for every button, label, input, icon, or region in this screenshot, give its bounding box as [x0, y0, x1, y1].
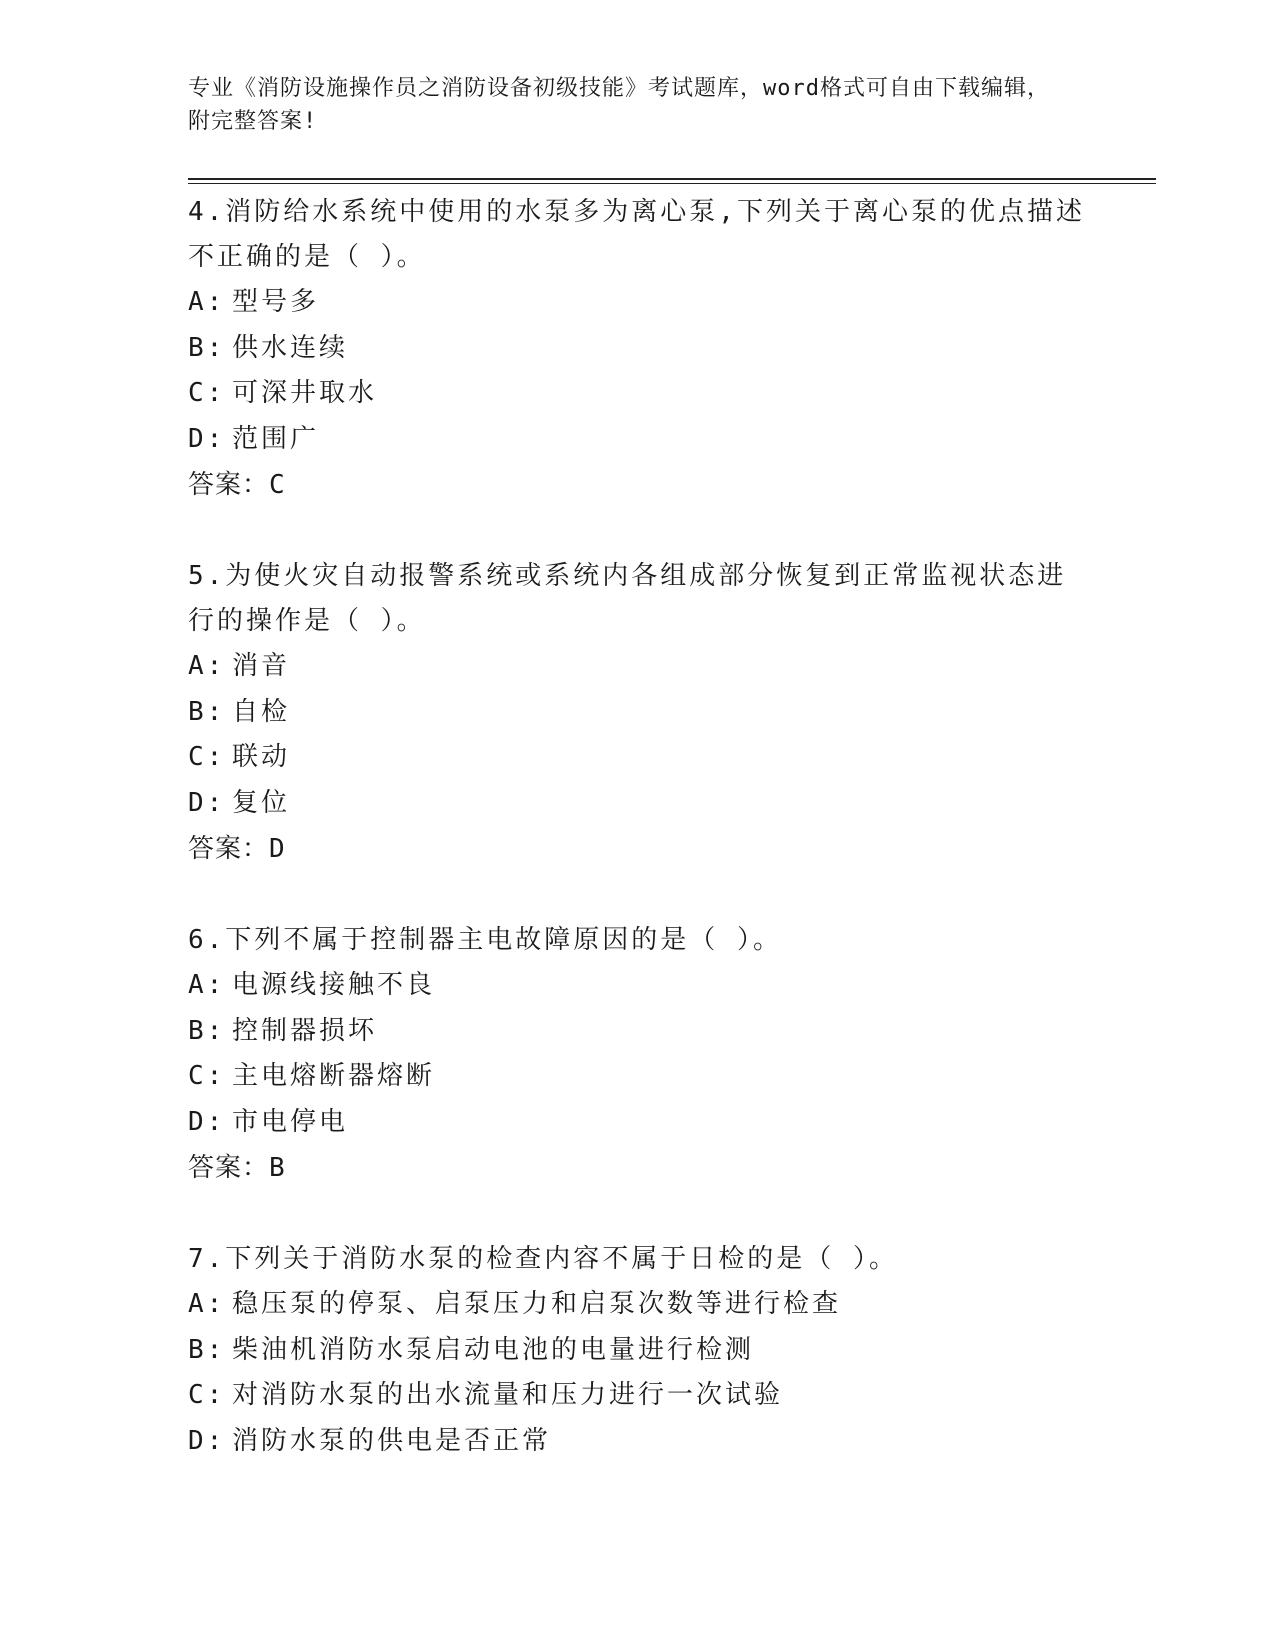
- option-letter: C:: [188, 1380, 226, 1410]
- answer-label: 答案：: [188, 470, 270, 500]
- question-5: [188, 554, 1088, 872]
- option-a: [188, 644, 1088, 690]
- option-text: 自检: [232, 696, 291, 727]
- answer-label: 答案：: [188, 1153, 270, 1183]
- option-c: [188, 735, 1088, 781]
- question-list: [188, 190, 1088, 1510]
- option-letter: C:: [188, 378, 226, 408]
- option-letter: B:: [188, 1015, 226, 1046]
- option-letter: D:: [188, 423, 226, 454]
- header-divider-thin: [188, 183, 1156, 184]
- option-letter: A:: [188, 287, 226, 317]
- option-c: [188, 1373, 1088, 1419]
- option-text: 柴油机消防水泵启动电池的电量进行检测: [232, 1334, 755, 1365]
- answer-value: D: [269, 834, 286, 864]
- option-b: [188, 1009, 1088, 1055]
- option-letter: D:: [188, 787, 226, 818]
- option-a: [188, 1282, 1088, 1328]
- header-divider: [188, 178, 1156, 180]
- option-text: 消防水泵的供电是否正常: [232, 1425, 552, 1456]
- document-header: [188, 72, 1068, 138]
- answer-line: [188, 462, 1088, 508]
- option-letter: B:: [188, 696, 226, 727]
- option-letter: B:: [188, 1334, 226, 1365]
- option-letter: B:: [188, 332, 226, 363]
- option-text: 对消防水泵的出水流量和压力进行一次试验: [232, 1380, 784, 1410]
- answer-line: [188, 826, 1088, 872]
- answer-label: 答案：: [188, 834, 270, 864]
- answer-line: [188, 1145, 1088, 1191]
- option-c: [188, 1054, 1088, 1100]
- option-letter: D:: [188, 1106, 226, 1137]
- option-letter: D:: [188, 1425, 226, 1456]
- question-stem: 7.下列关于消防水泵的检查内容不属于日检的是（ ）。: [188, 1244, 898, 1274]
- question-stem: 5.为使火灾自动报警系统或系统内各组成部分恢复到正常监视状态进行的操作是（ ）。: [188, 561, 1067, 636]
- option-b: [188, 1328, 1088, 1374]
- option-text: 主电熔断器熔断: [232, 1061, 436, 1091]
- option-text: 可深井取水: [232, 378, 378, 408]
- question-stem: 4.消防给水系统中使用的水泵多为离心泵,下列关于离心泵的优点描述不正确的是（ ）。: [188, 197, 1085, 272]
- option-a: [188, 280, 1088, 326]
- option-d: [188, 1419, 1088, 1465]
- option-d: [188, 1100, 1088, 1146]
- option-b: [188, 690, 1088, 736]
- question-7: [188, 1237, 1088, 1464]
- option-letter: A:: [188, 651, 226, 681]
- option-text: 市电停电: [232, 1106, 349, 1137]
- option-c: [188, 371, 1088, 417]
- answer-value: C: [269, 470, 286, 500]
- option-text: 消音: [232, 651, 291, 681]
- option-text: 电源线接触不良: [232, 970, 436, 1000]
- question-6: [188, 918, 1088, 1191]
- header-text: 专业《消防设施操作员之消防设备初级技能》考试题库，word格式可自由下载编辑，附完整答案!: [188, 76, 1050, 134]
- question-stem: 6.下列不属于控制器主电故障原因的是（ ）。: [188, 925, 782, 955]
- option-letter: A:: [188, 970, 226, 1000]
- option-text: 型号多: [232, 287, 320, 317]
- option-text: 复位: [232, 787, 291, 818]
- option-letter: C:: [188, 742, 226, 772]
- option-letter: A:: [188, 1289, 226, 1319]
- answer-value: B: [269, 1153, 286, 1183]
- option-text: 稳压泵的停泵、启泵压力和启泵次数等进行检查: [232, 1289, 842, 1319]
- option-d: [188, 781, 1088, 827]
- option-text: 联动: [232, 742, 291, 772]
- option-b: [188, 326, 1088, 372]
- option-letter: C:: [188, 1061, 226, 1091]
- option-text: 范围广: [232, 423, 320, 454]
- option-text: 供水连续: [232, 332, 349, 363]
- question-4: [188, 190, 1088, 508]
- option-a: [188, 963, 1088, 1009]
- option-d: [188, 417, 1088, 463]
- option-text: 控制器损坏: [232, 1015, 378, 1046]
